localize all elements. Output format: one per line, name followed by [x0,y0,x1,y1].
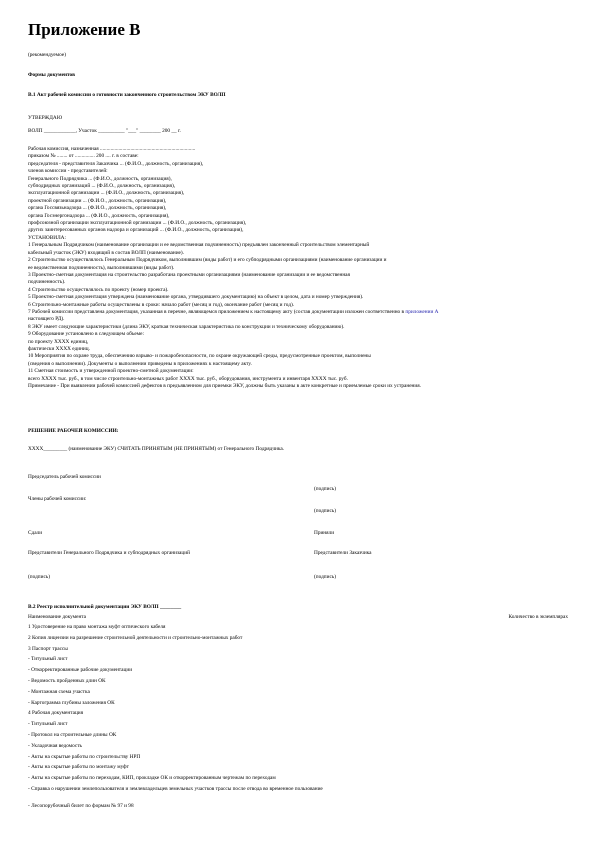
appendix-title: Приложение В [28,20,141,39]
decision-text: ХХХХ_________ (наименование ЭКУ) СЧИТАТЬ ПРИНЯТЫМ (НЕ ПРИНЯТЫМ) от Генерального Подрядчика. [28,446,284,452]
act-body-line: председателя - представителя Заказчика ... (Ф.И.О., должность, организация), [28,160,204,167]
appendix-a-link[interactable]: приложении А [405,308,439,315]
act-body-line: 1 Генеральным Подрядчиком (наименование организации и ее ведомственная подчиненность) предъявлен законченный строительством элементарный [28,242,370,249]
act-body-line: 8 ЭКУ имеет следующие характеристики (длина ЭКУ, краткая техническая характеристика по конструкции и техническому оборудованию). [28,323,345,330]
accepted-label: Приняли [314,530,335,536]
customer-reps-label: Представители Заказчика [314,550,372,556]
registry-item: - Акты на скрытые работы по переходам, КИП, прокладке ОК и откорректированным чертежам по переходам [28,775,276,782]
registry-header-row [28,614,568,624]
act-body-line: органа Госсвязьнадзора ... (Ф.И.О., должность, организация), [28,205,167,212]
registry-item: - Монтажная схема участка [28,688,90,695]
registry-col-quantity: Количество в экземплярах [508,614,568,620]
appendix-subtitle: (рекомендуемое) [28,52,66,58]
members-label: Члены рабочей комиссии: [28,496,87,502]
act-body-line: 10 Мероприятия по охране труда, обеспечению взрыво- и пожаробезопасности, по охране окружающей среды, предусмотренные проектом, выполнены [28,353,371,360]
customer-signature: (подпись) [314,574,336,580]
registry-item: - Протокол на строительные длины ОК [28,731,117,738]
act-body-line: настоящего РД). [28,316,65,323]
act-body-line: Генерального Подрядчика ... (Ф.И.О., должность, организация), [28,175,172,182]
act-body-line: 6 Строительно-монтажные работы осуществлены в сроки: начало работ (месяц и год), окончание работ (месяц и год). [28,301,295,308]
decision-heading: РЕШЕНИЕ РАБОЧЕЙ КОМИССИИ: [28,428,119,434]
approve-stamp: УТВЕРЖДАЮ [28,115,63,121]
chairman-label: Председатель рабочей комиссии [28,474,101,480]
registry-item: - Справка о нарушении землепользователя и землевладельцев земельных участков трассы после отвода во временное пользование [28,785,323,792]
registry-col-document: Наименование документа [28,614,87,620]
act-body-line: кабельный участок (ЭКУ) входящий в состав ВОЛП (наименование). [28,249,184,256]
registry-item: - Лесопорубочный билет по формам № 97 и 98 [28,802,134,809]
act-body [28,146,568,390]
act-body-line: 2 Строительство осуществлялось Генеральным Подрядчиком, выполнившим (виды работ) и его субподрядными организациями (наименование организации и [28,257,387,264]
act-body-line: профсоюзной организации эксплуатационной организации ... (Ф.И.О., должность, организация), [28,220,247,227]
registry-item: - Откорректированные рабочие документации [28,667,133,674]
act-body-line: других заинтересованных органов надзора и организаций ... (Ф.И.О., должность, организация), [28,227,244,234]
registry-item: 3 Паспорт трассы [28,645,68,652]
act-body-line: членов комиссии - представителей: [28,168,108,175]
contractor-reps-label: Представители Генерального Подрядчика и субподрядных организаций [28,550,190,556]
approve-line: ВОЛП ____________, Участок __________ "___" ________ 200 __ г. [28,128,181,134]
act-body-line: приказом № ........ от ............... 200 .... г. в составе: [28,153,139,160]
registry-item: - Ведомость пройденных длин ОК [28,677,106,684]
handed-label: Сдали [28,530,43,536]
registry-section [28,604,568,814]
registry-item: - Акты на скрытые работы по строительству НРП [28,753,141,760]
contractor-signature: (подпись) [28,574,50,580]
registry-item: 2 Копия лицензии на разрешение строительной деятельности и строительно-монтажных работ [28,634,243,641]
act-body-line: субподрядных организаций ... (Ф.И.О., должность, организация), [28,183,176,190]
act-body-line: УСТАНОВИЛА: [28,234,66,241]
act-body-line: эксплуатационной организации ... (Ф.И.О., должность, организация), [28,190,185,197]
registry-heading: В.2 Реестр исполнительной документации ЭКУ ВОЛП ________ [28,604,182,610]
members-signature: (подпись) [314,508,336,514]
act-body-line: 4 Строительство осуществлялось по проекту (номер проекта). [28,286,169,293]
act-body-line [28,309,568,316]
act-body-line: подчиненность). [28,279,66,286]
act-body-line: 5 Проектно-сметная документация утверждена (наименование органа, утвердившего документацию) на объект в целом, дата и номер утверждения). [28,294,364,301]
forms-heading: Формы документов [28,72,75,78]
section-b1-heading: В.1 Акт рабочей комиссии о готовности законченного строительством ЭКУ ВОЛП [28,92,226,98]
act-body-line: 3 Проектно-сметная документация на строительство разработана проектными организациями (наименование организации и ее ведомственная [28,271,350,278]
act-body-line: Примечание - При выявлении рабочей комиссией дефектов в предъявленном для приемки ЭКУ, должны быть указаны в акте конкретные и приемлемые сроки их устранения. [28,383,421,389]
registry-item: - Титульный лист [28,721,68,728]
act-body-line: фактически ХХХХ единиц. [28,345,90,352]
registry-item: - Укладочная ведомость [28,742,82,749]
act-body-line: по проекту ХХХХ единиц, [28,338,89,345]
registry-item: 1 Удостоверение на право монтажа муфт оптического кабеля [28,624,166,630]
act-body-line: органа Госэнергонадзора ... (Ф.И.О., должность, организация), [28,212,170,219]
act-body-line: (сведения о выполнении). Документы о выполнении приведены в приложениях к настоящему акту. [28,360,252,367]
act-body-line: всего ХХХХ тыс. руб., в том числе строительно-монтажных работ ХХХХ тыс. руб., оборудования, инструмента и инвентаря ХХХХ тыс. руб. [28,375,348,382]
act-body-line: Рабочая комиссия, назначенная ........................................................................ [28,146,196,152]
registry-item: - Акты на скрытые работы по монтажу муфт [28,764,129,771]
act-body-line: 11 Сметная стоимость и утвержденной проектно-сметной документации: [28,368,194,375]
registry-list [28,624,568,814]
registry-item: - Картограмма глубины заложения ОК [28,699,115,706]
act-body-line: 9 Оборудование установлено в следующем объеме: [28,331,144,338]
act-body-line: ее ведомственная подчиненность), выполнившими (виды работ). [28,264,175,271]
act-body-line: проектной организации ... (Ф.И.О., должность, организация), [28,197,167,204]
chairman-signature: (подпись) [314,486,336,492]
registry-item: 4 Рабочая документация [28,710,84,717]
registry-item: - Титульный лист [28,656,68,663]
act-body-text: 7 Рабочей комиссии представлена документация, указанная в перечне, являющемся приложением к настоящему акту (состав документации изложен соответственно в [28,308,406,315]
